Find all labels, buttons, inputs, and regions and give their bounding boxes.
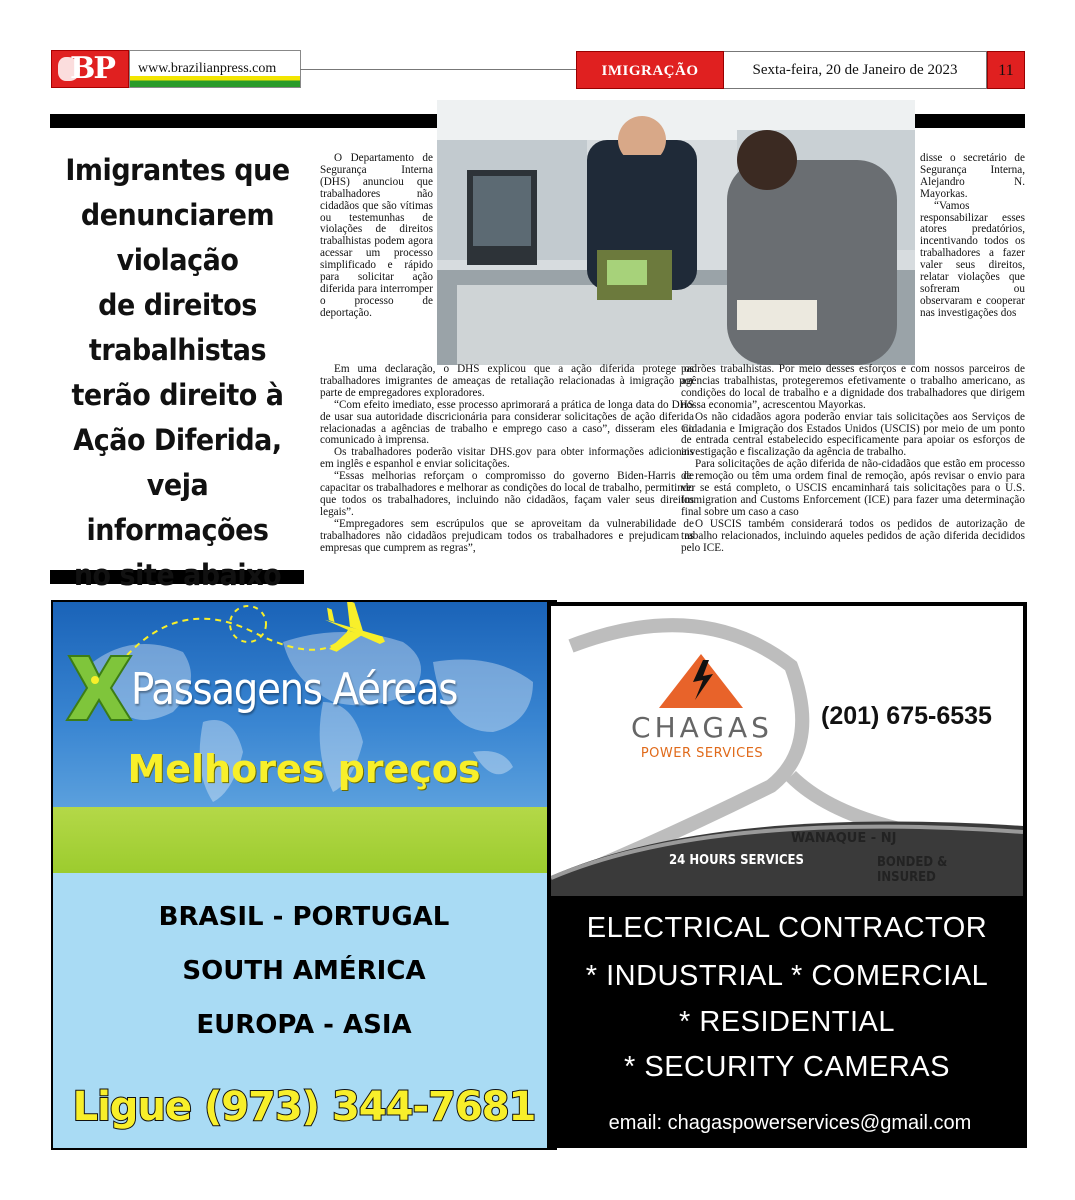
service-line: * SECURITY CAMERAS <box>624 1051 950 1083</box>
article-paragraph: “Vamos responsabilizar esses atores predatórios, incentivando todos os trabalhadores a fazer valer seus direitos, relatar violações que sofreram ou observaram e cooperar nas investigações dos <box>920 199 1025 319</box>
airplane-icon <box>314 602 394 666</box>
service-line: * RESIDENTIAL <box>679 1006 895 1038</box>
article-column <box>681 364 1025 555</box>
logo-badge <box>51 50 129 88</box>
contact-email[interactable]: email: chagaspowerservices@gmail.com <box>608 1112 972 1134</box>
ad-title: Passagens Aéreas <box>131 664 458 715</box>
ad-phone[interactable]: (201) 675-6535 <box>821 702 992 730</box>
headline-line: de direitos <box>98 288 257 322</box>
article-column <box>320 153 433 320</box>
issue-date: Sexta-feira, 20 de Janeiro de 2023 <box>724 51 987 89</box>
business-card <box>551 606 1023 896</box>
article-paragraph: O Departamento de Segurança Interna (DHS) anunciou que trabalhadores não cidadãos que são vítimas ou testemunhas de violações de direitos trabalhistas podem agora acessar um processo simplificado e rápido para solicitar ação diferida para interromper o processo de deportação. <box>320 152 433 319</box>
article-paragraph: “Essas melhorias reforçam o compromisso do governo Biden-Harris de capacitar os trabalhadores e melhorar as condições do local de trabalho, permitindo que todos os trabalhadores, incluindo não cidadãos, façam valer seus direitos legais”. <box>320 470 694 518</box>
url-box <box>129 50 301 88</box>
brand-name: CHAGAS <box>631 711 773 744</box>
destination-line: BRASIL - PORTUGAL <box>158 902 450 932</box>
article-paragraph: Em uma declaração, o DHS explicou que a ação diferida protege os trabalhadores imigrantes de ameaças de retaliação relacionadas à imigração por parte de empregadores exploradores. <box>320 363 694 399</box>
service-line: * INDUSTRIAL * COMERCIAL <box>585 960 989 992</box>
article-paragraph: disse o secretário de Segurança Interna, Alejandro N. Mayorkas. <box>920 152 1025 200</box>
article-column <box>920 153 1025 320</box>
border-officer-photo <box>437 100 915 365</box>
electrical-ad[interactable] <box>547 602 1027 1148</box>
service-hours: 24 HOURS SERVICES <box>669 853 804 868</box>
x-brand-icon <box>59 648 139 728</box>
article-paragraph: O USCIS também considerará todos os pedidos de autorização de trabalho relacionados, incluindo aqueles pedidos de ação diferida decididos pelo ICE. <box>681 517 1025 554</box>
headline-line: trabalhistas <box>88 333 267 367</box>
lightning-mountain-icon <box>651 646 751 716</box>
page-number: 11 <box>987 51 1025 89</box>
ad-phone[interactable]: Ligue (973) 344-7681 <box>72 1084 536 1130</box>
headline-line: denunciarem <box>80 198 275 232</box>
ad-subtitle: Melhores preços <box>127 747 481 791</box>
masthead-logo <box>51 50 301 90</box>
article-photo <box>437 100 915 365</box>
logo-text: BP <box>70 51 114 86</box>
header-rule <box>300 69 576 70</box>
article-paragraph: Os não cidadãos agora poderão enviar tais solicitações aos Serviços de Cidadania e Imigração dos Estados Unidos (USCIS) por meio de um ponto de entrada central estabelecido especificamente para apoiar os esforços de investigação e fiscalização da agência de trabalho. <box>681 410 1025 459</box>
top-bar-right <box>914 114 1025 128</box>
article-paragraph: “Com efeito imediato, esse processo aprimorará a prática de longa data do DHS de usar sua autoridade discricionária para considerar solicitações de ação diferida relacionadas a agências de trabalho e emprego caso a caso”, disseram eles no comunicado à imprensa. <box>320 398 694 447</box>
travel-ad[interactable] <box>51 600 557 1150</box>
headline-line: violação <box>116 243 239 277</box>
ad-grass-band <box>53 807 555 873</box>
article-headline <box>59 148 296 598</box>
location: WANAQUE - NJ <box>791 831 897 846</box>
service-line: ELECTRICAL CONTRACTOR <box>586 912 988 944</box>
article-paragraph: padrões trabalhistas. Por meio desses esforços e com nossos parceiros de agências trabalhistas, protegeremos efetivamente o trabalho americano, as condições do local de trabalho e a dignidade dos trabalhadores que dirigem nossa economia”, acrescentou Mayorkas. <box>681 363 1025 411</box>
article-paragraph: Para solicitações de ação diferida de não-cidadãos que estão em processo de remoção ou têm uma ordem final de remoção, após revisar o envio para ver se está completo, o USCIS encaminhará tais solicitações para o U.S. Immigration and Customs Enforcement (ICE) para fazer uma determinação final sobre um caso a caso <box>681 458 1025 518</box>
bonded-badge: BONDED & INSURED <box>877 855 948 885</box>
headline-line: terão direito à <box>71 378 284 412</box>
article-column <box>320 364 694 555</box>
headline-line: veja informações <box>86 468 269 547</box>
destination-line: SOUTH AMÉRICA <box>182 956 426 986</box>
destination-line: EUROPA - ASIA <box>196 1010 412 1040</box>
headline-line: Ação Diferida, <box>73 423 282 457</box>
site-url[interactable]: www.brazilianpress.com <box>138 61 277 76</box>
headline-line: Imigrantes que <box>65 153 290 187</box>
top-bar-left <box>50 114 438 128</box>
article-paragraph: Os trabalhadores poderão visitar DHS.gov para obter informações adicionais em inglês e espanhol e enviar solicitações. <box>320 446 694 471</box>
brand-tagline: POWER SERVICES <box>640 746 764 761</box>
article-paragraph: “Empregadores sem escrúpulos que se aproveitam da vulnerabilidade de trabalhadores não cidadãos prejudicam todos os trabalhadores e prejudicam as empresas que cumprem as regras”, <box>320 517 694 554</box>
section-label: IMIGRAÇÃO <box>576 51 724 89</box>
headline-line: no site abaixo <box>73 558 282 592</box>
